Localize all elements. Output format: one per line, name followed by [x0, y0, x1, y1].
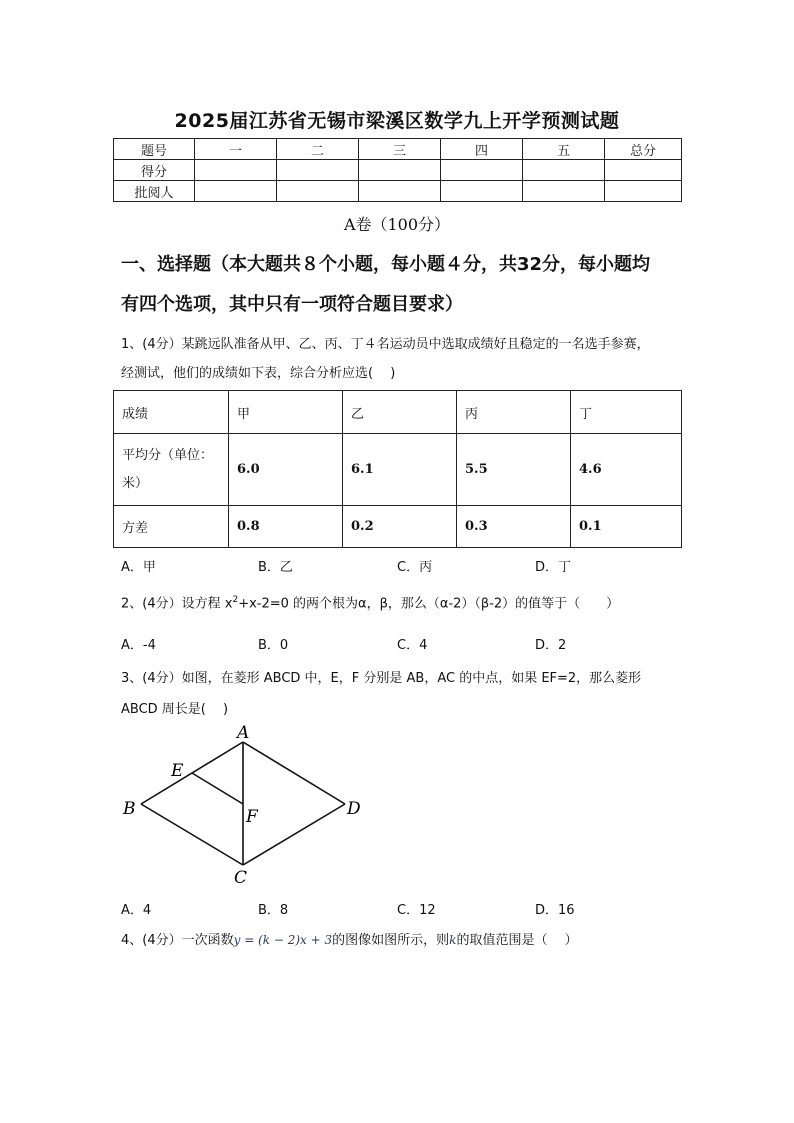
- score-cell: [441, 181, 523, 202]
- table-cell: 0.1: [571, 506, 682, 548]
- volume-heading: A卷（100分）: [343, 215, 451, 234]
- table-cell: 0.8: [229, 506, 343, 548]
- label-f: F: [246, 807, 258, 827]
- score-cell: [195, 181, 277, 202]
- q4-stem: [121, 926, 686, 955]
- table-row: [114, 181, 682, 202]
- score-cell: [441, 160, 523, 181]
- score-cell: [359, 160, 441, 181]
- side-cd: [243, 804, 345, 865]
- table-row: [114, 160, 682, 181]
- score-cell: [605, 160, 682, 181]
- q1-line2: 经测试，他们的成绩如下表，综合分析应选( ): [121, 366, 396, 381]
- q2-exponent: 2: [232, 595, 239, 605]
- label-e: E: [171, 761, 184, 781]
- table-cell: 0.3: [457, 506, 571, 548]
- table-header-cell: 乙: [343, 391, 457, 434]
- q3-option-a: A．4: [121, 903, 152, 918]
- score-cell: [277, 181, 359, 202]
- label-d: D: [347, 799, 361, 819]
- table-row: [114, 391, 682, 434]
- score-table: [113, 138, 682, 202]
- score-header-cell: 三: [359, 139, 441, 160]
- table-header-cell: 成绩: [114, 391, 229, 434]
- score-header-cell: 五: [523, 139, 605, 160]
- score-header-cell: 二: [277, 139, 359, 160]
- score-cell: [523, 160, 605, 181]
- label-a: A: [237, 723, 250, 743]
- score-cell: [523, 181, 605, 202]
- q2-suffix: +x-2=0 的两个根为α，β，那么（α-2）（β-2）的值等于（ ）: [238, 596, 620, 612]
- score-row-label: 得分: [114, 160, 195, 181]
- avg-label-part1: 平均分（单位：: [122, 447, 214, 463]
- q3-line2: ABCD 周长是( ): [121, 702, 229, 717]
- q3-option-b: B．8: [258, 903, 289, 918]
- label-c: C: [234, 868, 248, 888]
- side-ad: [243, 742, 345, 804]
- score-row-label: 批阅人: [114, 181, 195, 202]
- table-row: [114, 434, 682, 506]
- page-title: 2025届江苏省无锡市梁溪区数学九上开学预测试题: [174, 110, 620, 132]
- side-bc: [141, 804, 243, 865]
- rhombus-figure: [115, 722, 375, 892]
- q3-option-c: C．12: [397, 903, 436, 918]
- table-cell: 4.6: [571, 434, 682, 506]
- q2-stem: [121, 586, 686, 618]
- avg-label-part2: 米）: [122, 475, 149, 491]
- score-header-cell: 一: [195, 139, 277, 160]
- q1-option-c: C．丙: [397, 560, 433, 575]
- q2-prefix: 2、(4分）设方程 x: [121, 596, 233, 612]
- section-heading-line2: 有四个选项，其中只有一项符合题目要求）: [121, 294, 463, 315]
- label-b: B: [123, 799, 136, 819]
- score-header-cell: 四: [441, 139, 523, 160]
- score-cell: [605, 181, 682, 202]
- segment-ef: [192, 773, 243, 804]
- q4-middle: 的图像如图所示，则: [332, 933, 450, 948]
- q2-option-a: A．-4: [121, 638, 156, 653]
- q1-option-d: D．丁: [535, 560, 572, 575]
- table-row-label: [114, 434, 229, 506]
- q1-results-table: [113, 390, 682, 548]
- table-row: [114, 506, 682, 548]
- score-cell: [359, 181, 441, 202]
- q3-option-d: D．16: [535, 903, 575, 918]
- q2-option-c: C．4: [397, 638, 428, 653]
- score-cell: [277, 160, 359, 181]
- table-header-cell: 丙: [457, 391, 571, 434]
- table-header-cell: 丁: [571, 391, 682, 434]
- q4-suffix: 的取值范围是（ ）: [456, 933, 578, 948]
- table-cell: 6.0: [229, 434, 343, 506]
- score-header-cell: 题号: [114, 139, 195, 160]
- q4-prefix: 4、(4分）一次函数: [121, 933, 234, 948]
- q1-option-a: A．甲: [121, 560, 156, 575]
- table-cell: 6.1: [343, 434, 457, 506]
- score-cell: [195, 160, 277, 181]
- q4-formula: y = (k − 2)x + 3: [233, 933, 333, 947]
- table-row-label: 方差: [114, 506, 229, 548]
- table-row: [114, 139, 682, 160]
- q4-variable: k: [449, 933, 457, 947]
- q2-option-d: D．2: [535, 638, 567, 653]
- score-header-cell: 总分: [605, 139, 682, 160]
- table-cell: 5.5: [457, 434, 571, 506]
- section-heading-line1: 一、选择题（本大题共８个小题，每小题４分，共32分，每小题均: [121, 254, 651, 275]
- q1-option-b: B．乙: [258, 560, 293, 575]
- table-cell: 0.2: [343, 506, 457, 548]
- q3-line1: 3、(4分）如图，在菱形 ABCD 中，E，F 分别是 AB，AC 的中点，如果 EF=2，那么菱形: [121, 671, 642, 686]
- table-header-cell: 甲: [229, 391, 343, 434]
- q2-option-b: B．0: [258, 638, 289, 653]
- q1-line1: 1、(4分）某跳远队准备从甲、乙、丙、丁４名运动员中选取成绩好且稳定的一名选手参赛，: [121, 337, 650, 352]
